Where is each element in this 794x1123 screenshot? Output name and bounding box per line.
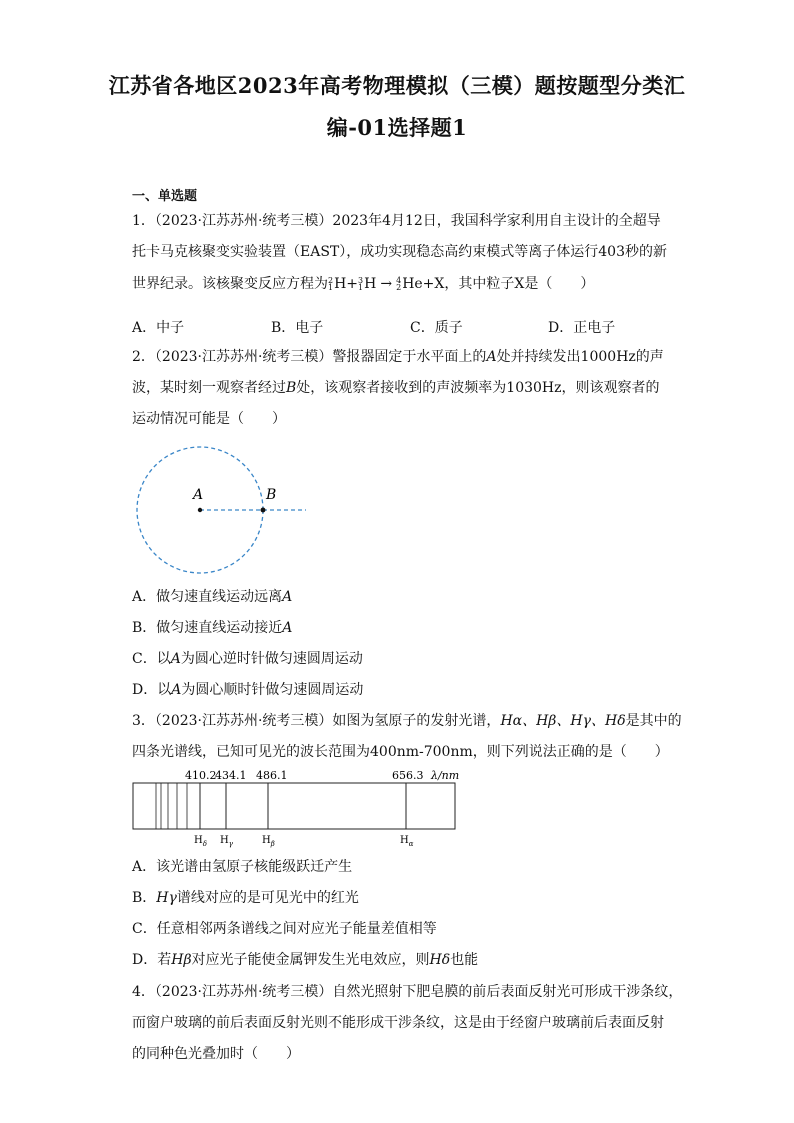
wavelength-656: 656.3 xyxy=(392,769,424,782)
iso1-symbol: H+ xyxy=(334,276,359,292)
q2-line-2-post: 处，该观察者接收到的声波频率为1030Hz，则该观察者的 xyxy=(296,380,660,396)
iso2-symbol: H xyxy=(364,276,377,292)
q2-option-b-text: B．做匀速直线运动接近 xyxy=(132,620,283,636)
q3-option-d-var1: Hβ xyxy=(171,952,192,968)
q4-line-2: 而窗户玻璃的前后表面反射光则不能形成干涉条纹，这是由于经窗户玻璃前后表面反射 xyxy=(132,1015,664,1031)
q3-option-b-post: 谱线对应的是可见光中的红光 xyxy=(176,890,359,906)
iso1-mass: 2 xyxy=(328,276,334,285)
q2-line-3: 运动情况可能是（ ） xyxy=(132,411,286,427)
q2-line-2 xyxy=(132,379,660,397)
svg-text:Hγ xyxy=(220,835,234,848)
q2-option-a xyxy=(132,588,292,606)
svg-text:Hδ xyxy=(194,835,207,848)
q3-option-b xyxy=(132,889,359,907)
q2-var-b: B xyxy=(286,380,297,396)
q1-option-c: C．质子 xyxy=(410,320,463,336)
document-title-line-2: 编-01选择题1 xyxy=(326,115,468,140)
q1-line-2: 托卡马克核聚变实验装置（EAST），成功实现稳态高约束模式等离子体运行403秒的新 xyxy=(132,244,667,260)
q3-option-a: A．该光谱由氢原子核能级跃迁产生 xyxy=(132,859,353,875)
q2-option-c-post: 为圆心逆时针做匀速圆周运动 xyxy=(180,651,363,667)
q3-line-1-vars: Hα、Hβ、Hγ、Hδ xyxy=(500,713,626,729)
figure-label-a: A xyxy=(193,487,204,503)
point-b xyxy=(261,508,266,513)
iso3-symbol: He+X xyxy=(402,276,445,292)
h-beta-h: H xyxy=(262,835,271,846)
q3-line-1-pre: 3．（2023·江苏苏州·统考三模）如图为氢原子的发射光谱， xyxy=(132,713,501,729)
svg-text:Hβ xyxy=(262,835,275,848)
q1-option-b: B．电子 xyxy=(271,320,324,336)
iso1-z: 1 xyxy=(328,283,334,292)
q2-option-d-post: 为圆心顺时针做匀速圆周运动 xyxy=(181,682,364,698)
spectrum-frame xyxy=(133,783,455,829)
q2-option-a-var: A xyxy=(282,589,293,605)
q3-line-2: 四条光谱线，已知可见光的波长范围为400nm-700nm，则下列说法正确的是（ ） xyxy=(132,744,669,760)
isotope-1-numbers xyxy=(328,277,333,291)
q2-option-d xyxy=(132,681,363,699)
iso3-mass: 4 xyxy=(396,276,402,285)
q2-option-b xyxy=(132,619,292,637)
q2-option-c-pre: C．以 xyxy=(132,651,171,667)
iso3-z: 2 xyxy=(396,283,402,292)
q2-var-a: A xyxy=(486,349,497,365)
isotope-2-numbers xyxy=(358,277,363,291)
reaction-arrow: → xyxy=(380,276,393,292)
iso2-mass: 3 xyxy=(358,276,364,285)
h-delta-sub: δ xyxy=(202,840,207,848)
q2-option-d-pre: D．以 xyxy=(132,682,172,698)
q3-option-b-pre: B． xyxy=(132,890,157,906)
q3-option-d-mid: 对应光子能使金属钾发生光电效应，则 xyxy=(191,952,430,968)
q3-option-d-pre: D．若 xyxy=(132,952,172,968)
section-heading: 一、单选题 xyxy=(132,189,198,204)
q3-option-b-var: Hγ xyxy=(156,890,177,906)
q3-option-d-post: 也能 xyxy=(450,952,479,968)
svg-text:Hα xyxy=(400,835,414,848)
q2-option-d-var: A xyxy=(171,682,182,698)
q1-option-d: D．正电子 xyxy=(548,320,616,336)
line-labels xyxy=(194,835,414,848)
q2-option-b-var: A xyxy=(282,620,293,636)
spectrum-figure xyxy=(130,764,462,852)
q3-line-1-post: 是其中的 xyxy=(625,713,682,729)
wavelength-410: 410.2 xyxy=(185,769,217,782)
q2-line-1-post: 处并持续发出1000Hz的声 xyxy=(496,349,664,365)
q3-option-c: C．任意相邻两条谱线之间对应光子能量差值相等 xyxy=(132,921,437,937)
q3-option-d xyxy=(132,951,478,969)
q2-line-1 xyxy=(132,348,664,366)
isotope-3-numbers xyxy=(396,277,401,291)
q4-line-1: 4．（2023·江苏苏州·统考三模）自然光照射下肥皂膜的前后表面反射光可形成干涉条纹， xyxy=(132,984,683,1000)
q4-line-3: 的同种色光叠加时（ ） xyxy=(132,1046,300,1062)
q2-option-c-var: A xyxy=(170,651,181,667)
h-beta-sub: β xyxy=(270,840,275,848)
wavelength-434: 434.1 xyxy=(215,769,247,782)
q3-option-d-var2: Hδ xyxy=(429,952,451,968)
h-delta-h: H xyxy=(194,835,203,846)
dense-lines xyxy=(156,783,187,829)
wavelength-axis-unit: λ/nm xyxy=(431,769,460,782)
q2-line-1-pre: 2．（2023·江苏苏州·统考三模）警报器固定于水平面上的 xyxy=(132,349,487,365)
q1-option-a: A．中子 xyxy=(132,320,185,336)
q2-line-2-pre: 波，某时刻一观察者经过 xyxy=(132,380,286,396)
q1-line-3 xyxy=(132,275,594,293)
h-gamma-h: H xyxy=(220,835,229,846)
q2-option-c xyxy=(132,650,363,668)
circle-figure xyxy=(130,440,310,580)
figure-label-b: B xyxy=(266,487,277,503)
h-gamma-sub: γ xyxy=(228,840,233,848)
iso2-z: 1 xyxy=(358,283,364,292)
q2-option-a-text: A．做匀速直线运动远离 xyxy=(132,589,283,605)
h-alpha-sub: α xyxy=(408,840,414,848)
q1-line-3-end: ，其中粒子X是（ ） xyxy=(444,276,595,292)
point-a xyxy=(198,508,202,512)
q1-line-3-text: 世界纪录。该核聚变反应方程为 xyxy=(132,276,328,292)
wavelength-486: 486.1 xyxy=(256,769,288,782)
document-title-line-1: 江苏省各地区2023年高考物理模拟（三模）题按题型分类汇 xyxy=(108,73,686,98)
h-alpha-h: H xyxy=(400,835,409,846)
q1-line-1: 1．（2023·江苏苏州·统考三模）2023年4月12日，我国科学家利用自主设计的全超导 xyxy=(132,213,661,229)
q3-line-1 xyxy=(132,712,682,730)
